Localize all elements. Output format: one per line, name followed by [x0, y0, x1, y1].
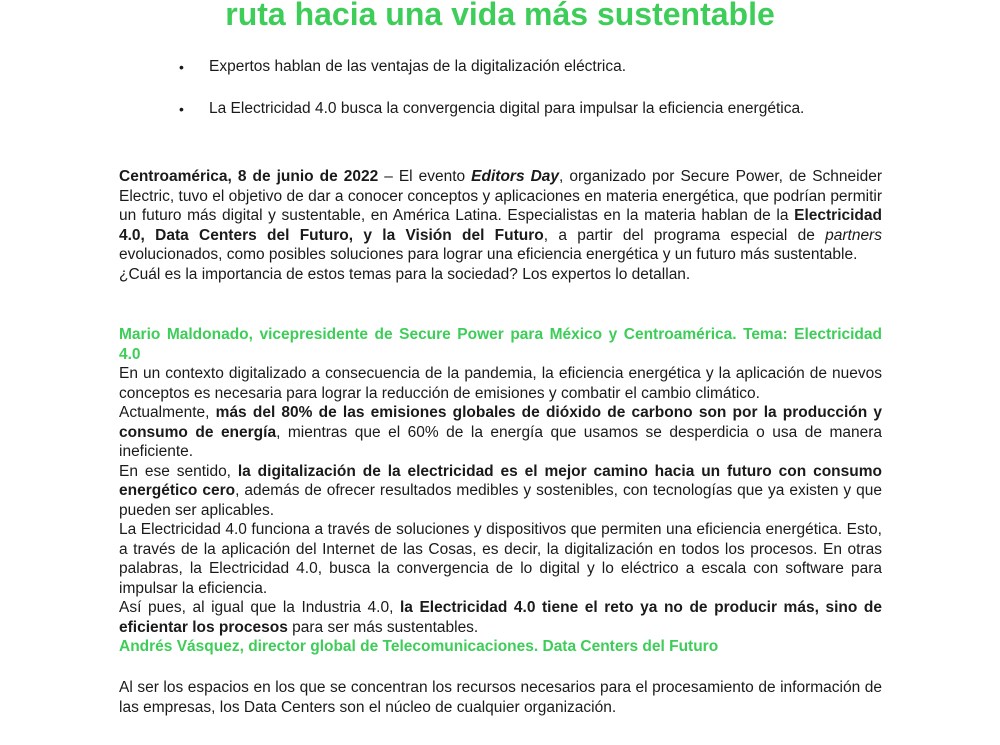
section-heading: Andrés Vásquez, director global de Telecomunicaciones. Data Centers del Futuro	[119, 638, 719, 655]
paragraph	[119, 403, 882, 462]
paragraph: La Electricidad 4.0 funciona a través de soluciones y dispositivos que permiten una eficiencia energética. Esto, a través de la aplicación del Internet de las Cosas, es decir, la digitalización en todos los procesos. En otras palabras, la Electricidad 4.0, busca la convergencia de lo digital y lo eléctrico a escala con software para impulsar la eficiencia.	[119, 521, 882, 597]
page-title: ruta hacia una vida más sustentable	[225, 0, 775, 32]
text-span: Actualmente,	[119, 404, 216, 421]
list-item	[177, 56, 804, 78]
text-span: , mientras que el 60% de la energía que usamos se desperdicia o usa de manera ineficiente.	[119, 423, 882, 460]
bullet-text: La Electricidad 4.0 busca la convergencia digital para impulsar la eficiencia energética.	[209, 100, 805, 117]
section-data-centers	[119, 678, 882, 717]
list-item	[177, 98, 804, 120]
topics: Electricidad 4.0, Data Centers del Futuro, y la Visión del Futuro	[119, 207, 882, 244]
dateline: Centroamérica, 8 de junio de 2022	[119, 168, 379, 185]
highlights-list	[177, 56, 804, 120]
text-span: , organizado por Secure Power, de Schneider Electric, tuvo el objetivo de dar a conocer conceptos y aplicaciones en materia energética, que podrían permitir un futuro más digital y sustentable, en América Latina. Especialistas en la materia hablan de la	[119, 168, 883, 224]
text-span: , además de ofrecer resultados medibles y sostenibles, con tecnologías que ya existen y que pueden ser aplicables.	[119, 482, 883, 519]
partners-word: partners	[825, 226, 882, 244]
event-name: Editors Day	[471, 168, 560, 185]
bold-text: más del 80% de las emisiones globales de dióxido de carbono son por la producción y consumo de energía	[119, 404, 882, 441]
bullet-text: Expertos hablan de las ventajas de la digitalización eléctrica.	[209, 58, 627, 75]
text-span: Así pues, al igual que la Industria 4.0,	[119, 599, 400, 616]
paragraph: Al ser los espacios en los que se concentran los recursos necesarios para el procesamiento de información de las empresas, los Data Centers son el núcleo de cualquier organización.	[119, 679, 882, 716]
section-heading: Mario Maldonado, vicepresidente de Secure Power para México y Centroamérica. Tema: Electricidad 4.0	[119, 326, 882, 363]
paragraph: En un contexto digitalizado a consecuencia de la pandemia, la eficiencia energética y la aplicación de nuevos conceptos es necesaria para lograr la reducción de emisiones y combatir el cambio climático.	[119, 365, 882, 402]
intro-paragraph	[119, 167, 882, 265]
question-paragraph: ¿Cuál es la importancia de estos temas para la sociedad? Los expertos lo detallan.	[119, 265, 691, 283]
text-span: , a partir del programa especial de	[543, 226, 826, 244]
bullet-icon: •	[179, 59, 184, 75]
paragraph	[119, 598, 882, 637]
text-span: evolucionados, como posibles soluciones para lograr una eficiencia energética y un futuro más sustentable.	[119, 246, 858, 263]
bold-text: la Electricidad 4.0 tiene el reto ya no de producir más, sino de eficientar los procesos	[119, 599, 882, 636]
section-electricidad	[119, 325, 882, 657]
text-span: En ese sentido,	[119, 462, 238, 480]
intro-section	[119, 167, 882, 284]
text-span: para ser más sustentables.	[287, 618, 479, 636]
paragraph	[119, 462, 882, 521]
text-span: – El evento	[378, 168, 472, 185]
bold-text: la digitalización de la electricidad es el mejor camino hacia un futuro con consumo energético cero	[119, 462, 882, 499]
bullet-icon: •	[179, 101, 184, 117]
